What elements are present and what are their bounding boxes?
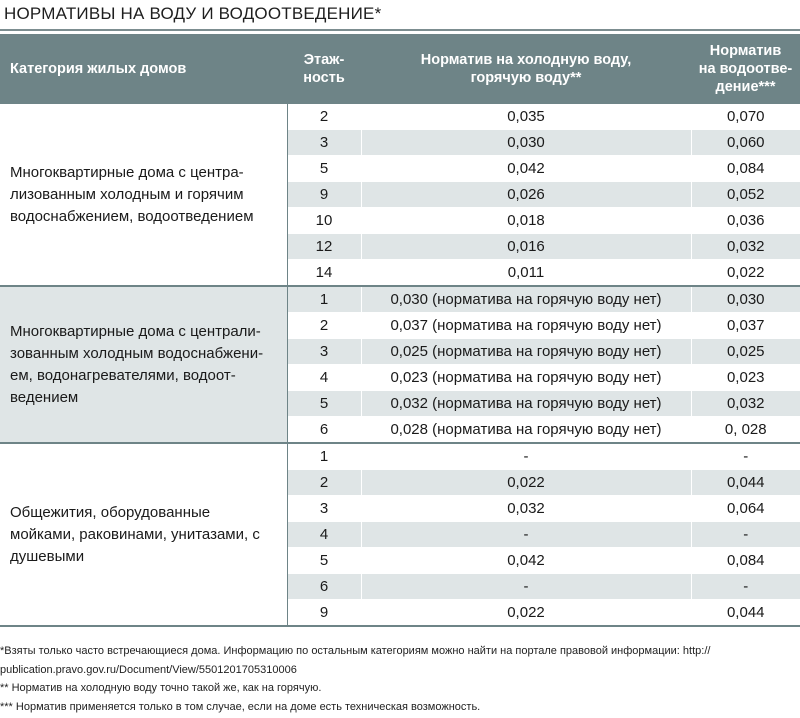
floors-cell: 2 [287, 470, 361, 496]
drainage-norm-cell: 0,025 [691, 339, 800, 365]
category-cell: Многоквартирные дома с централи-зованным холодным водоснабжени-ем, водонагревателями, водоот-ведением [0, 286, 287, 443]
header-floors: Этаж- ность [287, 34, 361, 104]
water-norm-cell: 0,022 [361, 470, 691, 496]
table-header-row [0, 34, 800, 104]
water-norm-cell: - [361, 443, 691, 470]
drainage-norm-cell: 0,044 [691, 470, 800, 496]
drainage-norm-cell: 0,070 [691, 104, 800, 130]
floors-cell: 3 [287, 130, 361, 156]
drainage-norm-cell: 0,037 [691, 313, 800, 339]
drainage-norm-cell: 0,023 [691, 365, 800, 391]
water-norm-cell: 0,032 (норматива на горячую воду нет) [361, 391, 691, 417]
drainage-norm-cell: 0,030 [691, 286, 800, 313]
floors-cell: 1 [287, 443, 361, 470]
drainage-norm-cell: 0,044 [691, 600, 800, 627]
water-norm-cell: 0,011 [361, 260, 691, 287]
water-norm-cell: - [361, 574, 691, 600]
drainage-norm-cell: 0,036 [691, 208, 800, 234]
floors-cell: 1 [287, 286, 361, 313]
floors-cell: 9 [287, 600, 361, 627]
water-norm-cell: 0,016 [361, 234, 691, 260]
drainage-norm-cell: 0,060 [691, 130, 800, 156]
table-row [0, 443, 800, 470]
floors-cell: 5 [287, 156, 361, 182]
table-row [0, 286, 800, 313]
norms-table [0, 34, 800, 627]
floors-cell: 2 [287, 313, 361, 339]
drainage-norm-cell: - [691, 443, 800, 470]
drainage-norm-cell: 0,032 [691, 391, 800, 417]
water-norm-cell: 0,023 (норматива на горячую воду нет) [361, 365, 691, 391]
floors-cell: 2 [287, 104, 361, 130]
floors-cell: 12 [287, 234, 361, 260]
floors-cell: 14 [287, 260, 361, 287]
water-norm-cell: 0,022 [361, 600, 691, 627]
water-norm-cell: 0,030 (норматива на горячую воду нет) [361, 286, 691, 313]
floors-cell: 6 [287, 574, 361, 600]
header-water-norm: Норматив на холодную воду, горячую воду** [361, 34, 691, 104]
floors-cell: 3 [287, 496, 361, 522]
header-category: Категория жилых домов [0, 34, 287, 104]
floors-cell: 4 [287, 365, 361, 391]
drainage-norm-cell: - [691, 522, 800, 548]
drainage-norm-cell: - [691, 574, 800, 600]
water-norm-cell: 0,025 (норматива на горячую воду нет) [361, 339, 691, 365]
title-divider [0, 29, 800, 31]
table-row [0, 104, 800, 130]
water-norm-cell: 0,028 (норматива на горячую воду нет) [361, 417, 691, 444]
floors-cell: 3 [287, 339, 361, 365]
footnote: *** Норматив применяется только в том случае, если на доме есть техническая возможность. [0, 700, 481, 713]
floors-cell: 5 [287, 548, 361, 574]
drainage-norm-cell: 0, 028 [691, 417, 800, 444]
category-cell: Общежития, оборудованные мойками, раковинами, унитазами, с душевыми [0, 443, 287, 626]
water-norm-cell: 0,032 [361, 496, 691, 522]
water-norm-cell: - [361, 522, 691, 548]
drainage-norm-cell: 0,084 [691, 156, 800, 182]
drainage-norm-cell: 0,052 [691, 182, 800, 208]
drainage-norm-cell: 0,032 [691, 234, 800, 260]
water-norm-cell: 0,042 [361, 156, 691, 182]
water-norm-cell: 0,037 (норматива на горячую воду нет) [361, 313, 691, 339]
floors-cell: 5 [287, 391, 361, 417]
floors-cell: 6 [287, 417, 361, 444]
category-cell: Многоквартирные дома с центра-лизованным холодным и горячим водоснабжением, водоотведением [0, 104, 287, 286]
footnotes [0, 642, 800, 716]
drainage-norm-cell: 0,084 [691, 548, 800, 574]
drainage-norm-cell: 0,064 [691, 496, 800, 522]
floors-cell: 9 [287, 182, 361, 208]
floors-cell: 10 [287, 208, 361, 234]
footnote: ** Норматив на холодную воду точно такой же, как на горячую. [0, 682, 322, 694]
floors-cell: 4 [287, 522, 361, 548]
water-norm-cell: 0,042 [361, 548, 691, 574]
drainage-norm-cell: 0,022 [691, 260, 800, 287]
header-drainage-norm: Норматив на водоотве- дение*** [691, 34, 800, 104]
footnote-link[interactable]: publication.pravo.gov.ru/Document/View/5501201705310006 [0, 663, 297, 676]
page-title: НОРМАТИВЫ НА ВОДУ И ВОДООТВЕДЕНИЕ* [4, 4, 382, 23]
water-norm-cell: 0,026 [361, 182, 691, 208]
footnote: *Взяты только часто встречающиеся дома. Информацию по остальным категориям можно найти на портале правовой информации: http:// [0, 645, 711, 657]
water-norm-cell: 0,018 [361, 208, 691, 234]
water-norm-cell: 0,035 [361, 104, 691, 130]
water-norm-cell: 0,030 [361, 130, 691, 156]
